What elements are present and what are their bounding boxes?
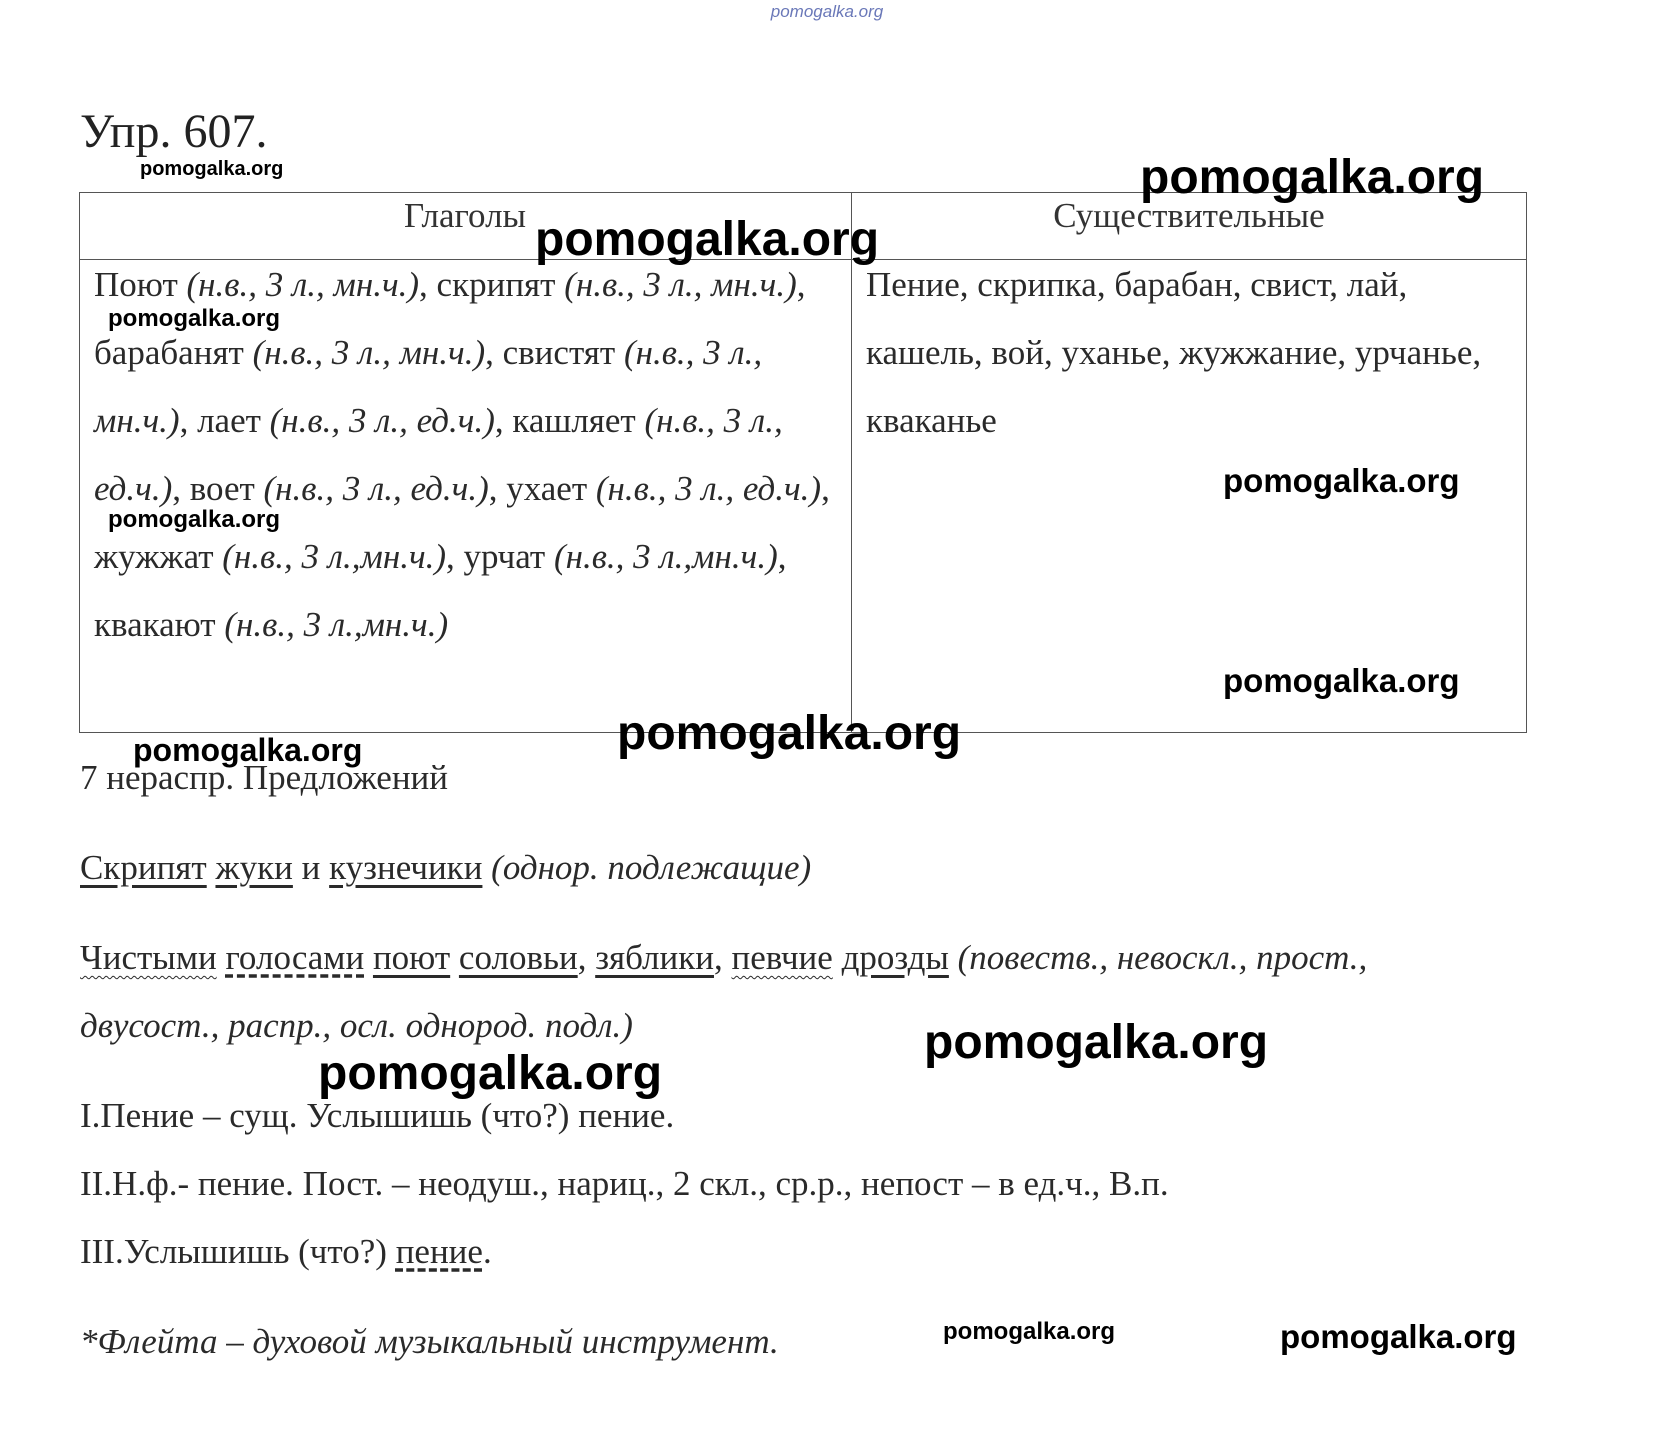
watermark: pomogalka.org xyxy=(1280,1318,1517,1355)
watermark: pomogalka.org xyxy=(617,707,962,760)
verb-separator: , xyxy=(821,469,830,508)
verb-note: (н.в., 3 л.,мн.ч.) xyxy=(545,537,778,576)
sentence-note: (повеств., невоскл., прост., xyxy=(948,938,1368,977)
verb-word: лает xyxy=(197,401,261,440)
verb-word: скрипят xyxy=(436,265,556,304)
sentence-2-line-1: Чистыми голосами поют соловьи, зяблики, певчие дрозды (повеств., невоскл., прост., xyxy=(80,938,1368,977)
verb-separator: , xyxy=(488,469,507,508)
verb-separator: , xyxy=(419,265,437,304)
subject-word: соловьи xyxy=(458,938,578,977)
table-header-nouns: Существительные xyxy=(1053,196,1325,235)
verb-note: (н.в., 3 л., ед.ч.) xyxy=(254,469,489,508)
verb-separator: , xyxy=(796,265,806,304)
predicate-word: Скрипят xyxy=(80,848,207,887)
watermark: pomogalka.org xyxy=(1223,462,1460,499)
verb-word: жужжат xyxy=(94,537,214,576)
verb-note: (н.в., 3 л., ед.ч.) xyxy=(587,469,822,508)
watermark: pomogalka.org xyxy=(108,506,281,533)
watermark: pomogalka.org xyxy=(1140,151,1485,204)
parse-step-1: I.Пение – сущ. Услышишь (что?) пение. xyxy=(80,1096,675,1135)
table-header-verbs: Глаголы xyxy=(403,196,527,235)
verb-note: (н.в., 3 л., мн.ч.) xyxy=(94,333,763,440)
parse-step-2: II.Н.ф.- пение. Пост. – неодуш., нариц., 2 скл., ср.р., непост – в ед.ч., В.п. xyxy=(80,1164,1169,1203)
sentence-2-line-2 xyxy=(80,1006,633,1046)
object-word: пение xyxy=(395,1232,483,1271)
watermark: pomogalka.org xyxy=(318,1047,663,1100)
subject-word: жуки xyxy=(215,848,293,887)
adverbial-word: голосами xyxy=(225,938,365,977)
subject-word: зяблики xyxy=(595,938,714,977)
verb-word: ухает xyxy=(506,469,588,508)
verb-word: Поют xyxy=(94,265,178,304)
verb-note: (н.в., 3 л., ед.ч.) xyxy=(260,401,495,440)
conjunction: и xyxy=(292,848,330,887)
verb-note: (н.в., 3 л., мн.ч.) xyxy=(555,265,797,304)
top-watermark: pomogalka.org xyxy=(770,2,884,21)
sentence-1 xyxy=(80,848,811,888)
verb-note: (н.в., 3 л., ед.ч.) xyxy=(94,401,783,508)
verb-word: свистят xyxy=(502,333,616,372)
predicate-word: поют xyxy=(372,938,451,977)
nouns-cell: Пение, скрипка, барабан, свист, лай, кашель, вой, уханье, жужжание, урчанье, кваканье xyxy=(866,265,1482,440)
footnote-text: *Флейта – духовой музыкальный инструмент. xyxy=(80,1322,779,1361)
exercise-title: Упр. 607. xyxy=(80,105,268,158)
parse-step-3 xyxy=(80,1232,492,1272)
verb-note: (н.в., 3 л.,мн.ч.) xyxy=(213,537,447,576)
verb-note: (н.в., 3 л.,мн.ч.) xyxy=(215,605,449,644)
verb-word: воет xyxy=(189,469,255,508)
verb-separator: , xyxy=(179,401,198,440)
verb-separator: , xyxy=(446,537,464,576)
watermark: pomogalka.org xyxy=(535,213,880,266)
sentence-note: (однор. подлежащие) xyxy=(482,848,812,887)
definition-word: певчие xyxy=(731,938,833,977)
verb-separator: , xyxy=(777,537,787,576)
subject-word: кузнечики xyxy=(329,848,483,887)
parse-step-3-text: III.Услышишь (что?) xyxy=(80,1232,396,1271)
parse-step-3-end: . xyxy=(482,1232,492,1271)
verb-word: квакают xyxy=(94,605,216,644)
verb-note: (н.в., 3 л., мн.ч.) xyxy=(177,265,420,304)
watermark: pomogalka.org xyxy=(108,305,281,332)
watermark: pomogalka.org xyxy=(943,1318,1116,1345)
sentence-count-line: 7 нераспр. Предложений xyxy=(80,758,449,797)
definition-word: Чистыми xyxy=(80,938,217,977)
verb-word: урчат xyxy=(463,537,546,576)
subject-word: дрозды xyxy=(841,938,949,977)
watermark: pomogalka.org xyxy=(1223,662,1460,699)
footnote xyxy=(80,1322,779,1362)
watermark: pomogalka.org xyxy=(133,732,363,768)
verb-separator: , xyxy=(485,333,503,372)
verb-note: (н.в., 3 л., мн.ч.) xyxy=(243,333,486,372)
watermark: pomogalka.org xyxy=(924,1016,1269,1069)
verb-word: кашляет xyxy=(512,401,636,440)
sentence-note: двусост., распр., осл. однород. подл.) xyxy=(80,1006,633,1045)
verb-separator: , xyxy=(172,469,190,508)
verb-word: барабанят xyxy=(94,333,244,372)
watermark: pomogalka.org xyxy=(140,158,284,180)
table-column-divider xyxy=(851,192,852,733)
verb-separator: , xyxy=(494,401,513,440)
